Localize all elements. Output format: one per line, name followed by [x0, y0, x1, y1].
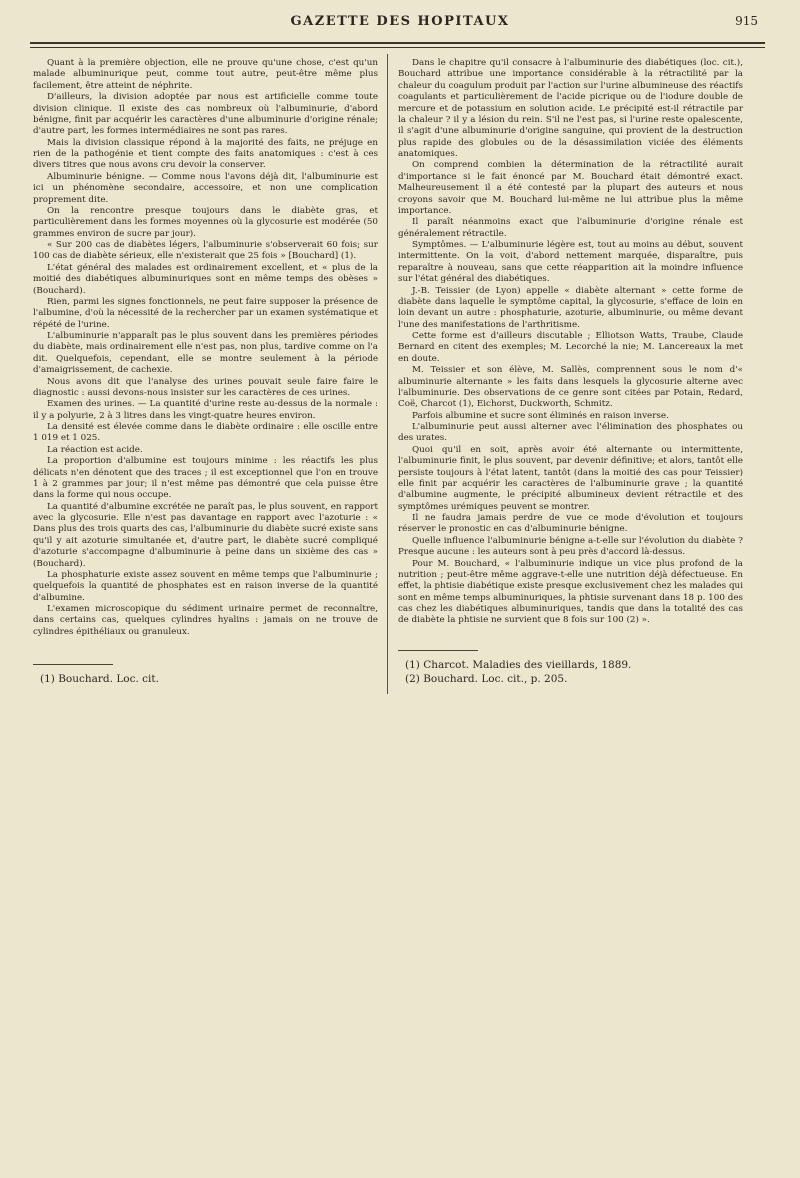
paragraph: Quelle influence l'albuminurie bénigne a-t-elle sur l'évolution du diabète ? Presque aucune : les auteurs sont à peu près d'accord là-dessus. — [398, 535, 743, 558]
column-divider — [387, 54, 388, 694]
paragraph: L'albuminurie peut aussi alterner avec l'élimination des phosphates ou des urates. — [398, 422, 743, 444]
left-column — [33, 58, 378, 638]
right-column — [398, 58, 743, 627]
paragraph: Il paraît néanmoins exact que l'albuminurie d'origine rénale est généralement rétractile. — [398, 217, 743, 239]
paragraph: Albuminurie bénigne. — Comme nous l'avons déjà dit, l'albuminurie est ici un phénomène secondaire, accessoire, et non une complication proprement dite. — [33, 171, 378, 205]
paragraph: Parfois albumine et sucre sont éliminés en raison inverse. — [412, 410, 669, 421]
paragraph: Nous avons dit que l'analyse des urines pouvait seule faire faire le diagnostic : aussi devons-nous insister sur les caractères de ces urines. — [33, 376, 378, 398]
paragraph: On comprend combien la détermination de la rétractilité aurait d'importance si le fait énoncé par M. Bouchard était démontré exact. Malheureusement il a été contesté par la plupart des auteurs et nous croyons savoir que M. Bouchard lui-même ne lui attribue plus la même importance. — [398, 160, 743, 216]
paragraph: La quantité d'albumine excrétée ne paraît pas, le plus souvent, en rapport avec la glycosurie. Elle n'est pas davantage en rapport avec l'azoturie : « Dans plus des trois quarts des cas, l'albuminurie du diabète sucré existe sans qu'il y ait azoturie simultanée et, d'autre part, le diabète sucré compliqué d'azoturie s'accompagne d'albuminurie à peine dans un sixième des cas » (Bouchard). — [33, 501, 378, 569]
paragraph: L'albuminurie n'apparaît pas le plus souvent dans les premières périodes du diabète, mais ordinairement elle n'est pas, non plus, tardive comme on l'a dit. Quelquefois, cependant, elle se montre seulement à la période d'amaigrissement, de cachexie. — [33, 331, 378, 376]
paragraph: La densité est élevée comme dans le diabète ordinaire : elle oscille entre 1 019 et 1 025. — [33, 422, 378, 444]
paragraph: Quoi qu'il en soit, après avoir été alternante ou intermittente, l'albuminurie finit, le plus souvent, par devenir définitive; et alors, tantôt elle persiste toujours à l'état latent, tantôt (dans la moitié des cas pour Teissier) elle finit par acquérir les caractères de l'albuminurie grave ; la quantité d'albumine augmente, le précipité albumineux devient rétractile et des symptômes urémiques peuvent se montrer. — [398, 444, 743, 512]
paragraph: Rien, parmi les signes fonctionnels, ne peut faire supposer la présence de l'albumine, d'où la nécessité de la rechercher par un examen systématique et répété de l'urine. — [33, 296, 378, 330]
footnotes-left — [40, 672, 370, 686]
paragraph: « Sur 200 cas de diabètes légers, l'albuminurie s'observerait 60 fois; sur 100 cas de diabète sérieux, elle n'existerait que 25 fois » [Bouchard] (1). — [33, 240, 378, 262]
paragraph: Il ne faudra jamais perdre de vue ce mode d'évolution et toujours réserver le pronostic en cas d'albuminurie bénigne. — [398, 513, 743, 535]
paragraph: Examen des urines. — La quantité d'urine reste au-dessus de la normale : il y a polyurie, 2 à 3 litres dans les vingt-quatre heures environ. — [33, 399, 378, 421]
paragraph: Mais la division classique répond à la majorité des faits, ne préjuge en rien de la pathogénie et tient compte des faits anatomiques : c'est à ces divers titres que nous avons cru devoir la conserver. — [33, 137, 378, 171]
page-header — [0, 0, 800, 40]
paragraph: La phosphaturie existe assez souvent en même temps que l'albuminurie ; quelquefois la quantité de phosphates est en raison inverse de la quantité d'albumine. — [33, 569, 378, 603]
paragraph: Cette forme est d'ailleurs discutable ; Elliotson Watts, Traube, Claude Bernard en citent des exemples; M. Lecorché la nie; M. Lancereaux la met en doute. — [398, 331, 743, 364]
paragraph: L'état général des malades est ordinairement excellent, et « plus de la moitié des diabétiques albuminuriques sont en même temps des obèses » (Bouchard). — [33, 262, 378, 296]
paragraph: Symptômes. — L'albuminurie légère est, tout au moins au début, souvent intermittente. On la voit, d'abord nettement marquée, disparaître, puis reparaître à nouveau, sans que cette réapparition ait la moindre influence sur l'état général des diabétiques. — [398, 240, 743, 285]
footnote-rule-left — [33, 664, 113, 665]
paragraph: L'examen microscopique du sédiment urinaire permet de reconnaître, dans certains cas, quelques cylindres hyalins : jamais on ne trouve de cylindres épithéliaux ou granuleux. — [33, 604, 378, 637]
footnote: (1) Charcot. Maladies des vieillards, 1889. — [405, 659, 632, 671]
footnote: (2) Bouchard. Loc. cit., p. 205. — [405, 673, 568, 685]
paragraph: J.-B. Teissier (de Lyon) appelle « diabète alternant » cette forme de diabète dans laquelle le symptôme capital, la glycosurie, s'efface de loin en loin devant un autre : phosphaturie, azoturie, albuminurie, ou même devant l'une des manifestations de l'arthritisme. — [398, 285, 743, 330]
footnote-rule-right — [398, 650, 478, 651]
footnote: (1) Bouchard. Loc. cit. — [40, 673, 159, 685]
header-rule-thick — [30, 42, 765, 44]
paragraph: La proportion d'albumine est toujours minime : les réactifs les plus délicats n'en dénotent que des traces ; il est exceptionnel que l'on en trouve 1 à 2 grammes par jour; il n'est même pas démontré que cela puisse être dans la forme qui nous occupe. — [33, 456, 378, 501]
paragraph: Dans le chapitre qu'il consacre à l'albuminurie des diabétiques (loc. cit.), Bouchard attribue une importance considérable à la rétractilité par la chaleur du coagulum produit par l'action sur l'urine albumineuse des réactifs coagulants et particulièrement de l'acide picrique ou de l'iodure double de mercure et de potassium en solution acide. Le précipité est-il rétractile par la chaleur ? il y a lésion du rein. S'il ne l'est pas, si l'urine reste opalescente, il s'agit d'une albuminurie d'origine sanguine, qui provient de la destruction plus rapide des globules ou de la désassimilation viciée des éléments anatomiques. — [398, 58, 743, 159]
paragraph: D'ailleurs, la division adoptée par nous est artificielle comme toute division clinique. Il existe des cas nombreux où l'albuminurie, d'abord bénigne, finit par acquérir les caractères d'une albuminurie d'origine rénale; d'autre part, les formes intermédiaires ne sont pas rares. — [33, 92, 378, 137]
paragraph: La réaction est acide. — [47, 444, 143, 455]
footnotes-right — [405, 658, 745, 686]
page-title: GAZETTE DES HOPITAUX — [290, 14, 510, 29]
page-number: 915 — [735, 14, 758, 28]
paragraph: M. Teissier et son élève, M. Sallès, comprennent sous le nom d'« albuminurie alternante » les faits dans lesquels la glycosurie alterne avec l'albuminurie. Des observations de ce genre sont citées par Potain, Redard, Coë, Charcot (1), Eichorst, Duckworth, Schmitz. — [398, 365, 743, 410]
header-rule-thin — [30, 47, 765, 48]
paragraph: Quant à la première objection, elle ne prouve qu'une chose, c'est qu'un malade albuminurique peut, comme tout autre, peut-être même plus facilement, être atteint de néphrite. — [33, 58, 378, 91]
paragraph: Pour M. Bouchard, « l'albuminurie indique un vice plus profond de la nutrition ; peut-être même aggrave-t-elle une nutrition déjà défectueuse. En effet, la phtisie diabétique existe presque exclusivement chez les malades qui sont en même temps albuminuriques, la phtisie survenant dans 18 p. 100 des cas chez les diabétiques albuminuriques, tandis que dans la totalité des cas de diabète la phtisie ne survient que 8 fois sur 100 (2) ». — [398, 558, 743, 626]
paragraph: On la rencontre presque toujours dans le diabète gras, et particulièrement dans les formes moyennes où la glycosurie est modérée (50 grammes environ de sucre par jour). — [33, 205, 378, 239]
